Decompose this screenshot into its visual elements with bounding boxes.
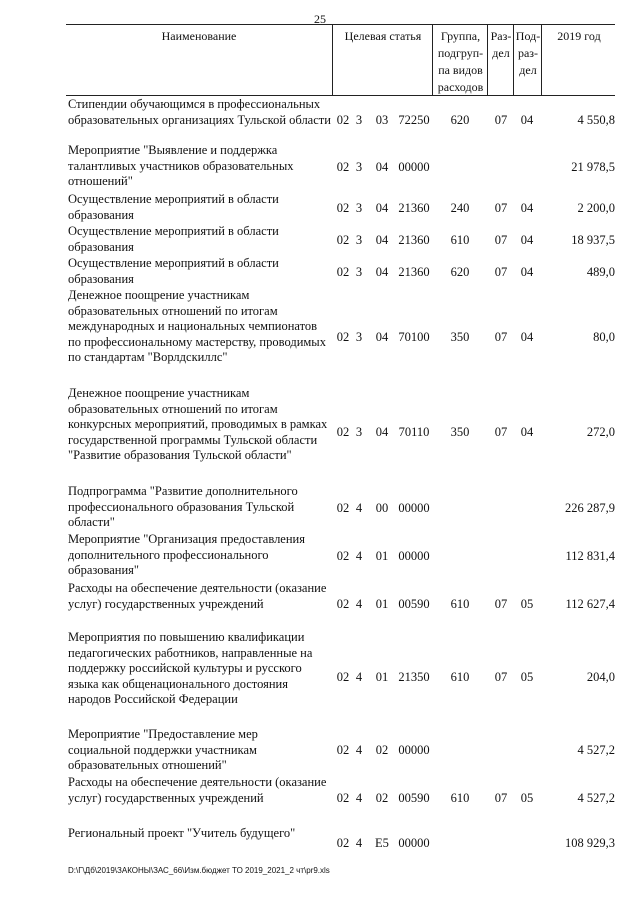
row-section: 07 <box>494 791 508 805</box>
header-group-l3: па видов <box>438 63 483 77</box>
row-name: Мероприятие "Предоставление мер социальной поддержки участникам образовательных отношений" <box>68 727 258 772</box>
header-target-article-label: Целевая статья <box>344 29 422 43</box>
row-code-b: 4 <box>355 670 363 684</box>
row-amount: 272,0 <box>586 425 615 439</box>
row-section: 07 <box>494 330 508 344</box>
row-name: Осуществление мероприятий в области образования <box>68 192 279 222</box>
row-subsection: 05 <box>520 791 534 805</box>
row-code-b: 3 <box>355 113 363 127</box>
row-group: 610 <box>450 670 470 684</box>
row-code-c: 01 <box>375 549 389 563</box>
header-group-l1: Группа, <box>440 29 481 43</box>
row-amount: 4 550,8 <box>577 113 615 127</box>
row-subsection: 05 <box>520 670 534 684</box>
row-code-a: 02 <box>336 836 350 850</box>
row-code-a: 02 <box>336 597 350 611</box>
header-subsection-l3: дел <box>519 63 537 77</box>
row-section: 07 <box>494 113 508 127</box>
row-amount: 4 527,2 <box>577 791 615 805</box>
row-code-b: 4 <box>355 743 363 757</box>
row-code-c: 04 <box>375 425 389 439</box>
row-section: 07 <box>494 265 508 279</box>
row-code-b: 3 <box>355 265 363 279</box>
row-code-a: 02 <box>336 670 350 684</box>
row-amount: 80,0 <box>593 330 615 344</box>
row-code-b: 3 <box>355 233 363 247</box>
row-code-c: E5 <box>375 836 389 850</box>
row-code-c: 04 <box>375 233 389 247</box>
row-code-a: 02 <box>336 330 350 344</box>
row-section: 07 <box>494 233 508 247</box>
row-code-d: 00000 <box>398 836 430 850</box>
row-code-a: 02 <box>336 113 350 127</box>
row-subsection: 04 <box>520 113 534 127</box>
row-section: 07 <box>494 425 508 439</box>
row-name: Денежное поощрение участникам образовательных отношений по итогам международных и национальных чемпионатов по профессиональному мастерству, проводимых по стандартам "Ворлдскиллс" <box>68 288 326 364</box>
row-amount: 2 200,0 <box>577 201 615 215</box>
row-code-b: 4 <box>355 791 363 805</box>
header-subsection-l1: Под- <box>515 29 541 43</box>
row-code-c: 01 <box>375 597 389 611</box>
row-name: Стипендии обучающимся в профессиональных образовательных организациях Тульской области <box>68 97 331 127</box>
row-code-b: 4 <box>355 597 363 611</box>
row-section: 07 <box>494 597 508 611</box>
row-subsection: 04 <box>520 330 534 344</box>
row-code-c: 04 <box>375 265 389 279</box>
row-group: 610 <box>450 233 470 247</box>
row-code-c: 04 <box>375 201 389 215</box>
row-section: 07 <box>494 201 508 215</box>
row-amount: 18 937,5 <box>571 233 615 247</box>
row-subsection: 04 <box>520 265 534 279</box>
row-code-b: 3 <box>355 201 363 215</box>
row-code-d: 21360 <box>398 233 430 247</box>
row-name: Мероприятия по повышению квалификации педагогических работников, направленные на поддержку российской культуры и русского языка как общенационального достояния народов Российской Федерации <box>68 630 313 706</box>
row-name: Мероприятие "Организация предоставления дополнительного профессионального образования" <box>68 532 305 577</box>
row-code-b: 3 <box>355 160 363 174</box>
header-name-label: Наименование <box>161 29 237 43</box>
row-code-a: 02 <box>336 501 350 515</box>
row-group: 620 <box>450 113 470 127</box>
row-name: Подпрограмма "Развитие дополнительного профессионального образования Тульской области" <box>68 484 298 529</box>
row-group: 610 <box>450 791 470 805</box>
row-code-d: 72250 <box>398 113 430 127</box>
header-section-l2: дел <box>492 46 510 60</box>
row-name: Осуществление мероприятий в области образования <box>68 256 279 286</box>
row-code-b: 4 <box>355 836 363 850</box>
header-group-l2: подгруп- <box>437 46 484 60</box>
page-number: 25 <box>314 12 326 26</box>
row-code-b: 4 <box>355 501 363 515</box>
header-subsection-l2: раз- <box>517 46 539 60</box>
row-subsection: 05 <box>520 597 534 611</box>
row-code-b: 3 <box>355 425 363 439</box>
row-amount: 112 831,4 <box>565 549 615 563</box>
row-code-d: 70110 <box>398 425 430 439</box>
row-name: Расходы на обеспечение деятельности (оказание услуг) государственных учреждений <box>68 775 327 805</box>
row-code-d: 21350 <box>398 670 430 684</box>
row-group: 350 <box>450 425 470 439</box>
row-code-a: 02 <box>336 425 350 439</box>
row-code-d: 21360 <box>398 265 430 279</box>
header-year-label: 2019 год <box>557 29 601 43</box>
row-code-a: 02 <box>336 791 350 805</box>
row-amount: 489,0 <box>586 265 615 279</box>
row-subsection: 04 <box>520 425 534 439</box>
row-code-c: 03 <box>375 113 389 127</box>
header-group-l4: расходов <box>437 80 484 94</box>
row-code-a: 02 <box>336 265 350 279</box>
row-name: Осуществление мероприятий в области образования <box>68 224 279 254</box>
row-amount: 4 527,2 <box>577 743 615 757</box>
row-code-c: 04 <box>375 330 389 344</box>
row-name: Региональный проект "Учитель будущего" <box>68 826 296 840</box>
row-group: 350 <box>450 330 470 344</box>
row-name: Мероприятие "Выявление и поддержка талантливых участников образовательных отношений" <box>68 143 294 188</box>
row-code-a: 02 <box>336 160 350 174</box>
row-section: 07 <box>494 670 508 684</box>
row-code-d: 21360 <box>398 201 430 215</box>
row-group: 240 <box>450 201 470 215</box>
row-code-a: 02 <box>336 549 350 563</box>
row-group: 610 <box>450 597 470 611</box>
row-code-d: 00000 <box>398 549 430 563</box>
row-code-a: 02 <box>336 743 350 757</box>
row-code-b: 4 <box>355 549 363 563</box>
row-code-c: 02 <box>375 743 389 757</box>
row-code-d: 70100 <box>398 330 430 344</box>
row-code-c: 01 <box>375 670 389 684</box>
row-amount: 204,0 <box>586 670 615 684</box>
row-code-c: 02 <box>375 791 389 805</box>
row-code-d: 00000 <box>398 160 430 174</box>
row-code-d: 00590 <box>398 597 430 611</box>
row-name: Расходы на обеспечение деятельности (оказание услуг) государственных учреждений <box>68 581 327 611</box>
row-code-d: 00590 <box>398 791 430 805</box>
row-amount: 226 287,9 <box>565 501 615 515</box>
row-code-d: 00000 <box>398 501 430 515</box>
row-code-b: 3 <box>355 330 363 344</box>
row-name: Денежное поощрение участникам образовательных отношений по итогам конкурсных мероприятий, проводимых в рамках государственной программы Тульской области "Развитие образования Тульской области" <box>68 386 328 462</box>
row-amount: 21 978,5 <box>571 160 615 174</box>
row-group: 620 <box>450 265 470 279</box>
row-code-c: 00 <box>375 501 389 515</box>
row-code-d: 00000 <box>398 743 430 757</box>
row-subsection: 04 <box>520 233 534 247</box>
row-code-a: 02 <box>336 201 350 215</box>
row-code-c: 04 <box>375 160 389 174</box>
row-amount: 108 929,3 <box>565 836 615 850</box>
row-subsection: 04 <box>520 201 534 215</box>
file-path-footer: D:\Г\Дб\2019\ЗАКОНЫ\ЗАС_66\Изм.бюджет ТО 2019_2021_2 чт\pr9.xls <box>68 866 330 875</box>
row-code-a: 02 <box>336 233 350 247</box>
header-section-l1: Раз- <box>490 29 512 43</box>
row-amount: 112 627,4 <box>565 597 615 611</box>
